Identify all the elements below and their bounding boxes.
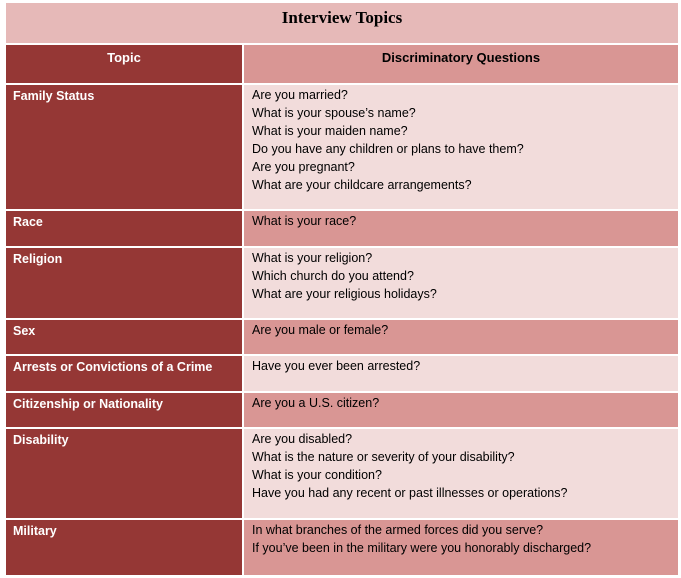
questions-cell xyxy=(244,248,678,318)
header-row xyxy=(6,45,678,85)
question-text: Which church do you attend? xyxy=(252,269,414,283)
topic-cell: Military xyxy=(6,520,244,575)
topic-cell: Citizenship or Nationality xyxy=(6,393,244,427)
question-text: If you’ve been in the military were you honorably discharged? xyxy=(252,541,592,555)
questions-column-header: Discriminatory Questions xyxy=(244,45,678,83)
questions-cell xyxy=(244,429,678,518)
question-text: Are you a U.S. citizen? xyxy=(252,396,380,410)
question-text: Are you married? xyxy=(252,88,348,102)
questions-cell xyxy=(244,211,678,246)
question-text: In what branches of the armed forces did you serve? xyxy=(252,523,544,537)
topic-cell: Sex xyxy=(6,320,244,354)
questions-cell xyxy=(244,320,678,354)
questions-cell xyxy=(244,356,678,391)
question-text: Are you disabled? xyxy=(252,432,353,446)
topic-column-header: Topic xyxy=(6,45,244,83)
table-row xyxy=(6,85,678,211)
question-text: Do you have any children or plans to have them? xyxy=(252,142,524,156)
question-text: What is your condition? xyxy=(252,468,382,482)
question-text: Are you pregnant? xyxy=(252,160,355,174)
topic-cell: Family Status xyxy=(6,85,244,209)
table-title-row xyxy=(6,3,678,45)
topic-cell: Disability xyxy=(6,429,244,518)
table-row xyxy=(6,248,678,320)
questions-cell xyxy=(244,393,678,427)
table-row xyxy=(6,429,678,520)
questions-cell xyxy=(244,85,678,209)
table-row xyxy=(6,211,678,248)
question-text: Have you ever been arrested? xyxy=(252,359,421,373)
question-text: What are your religious holidays? xyxy=(252,287,437,301)
table-row xyxy=(6,393,678,429)
question-text: Are you male or female? xyxy=(252,323,389,337)
table-row xyxy=(6,520,678,575)
topic-cell: Race xyxy=(6,211,244,246)
table-title: Interview Topics xyxy=(281,8,403,27)
question-text: What is your maiden name? xyxy=(252,124,408,138)
topic-cell: Religion xyxy=(6,248,244,318)
question-text: What is your religion? xyxy=(252,251,373,265)
question-text: What is your spouse’s name? xyxy=(252,106,416,120)
questions-cell xyxy=(244,520,678,575)
interview-topics-table xyxy=(6,3,678,575)
question-text: What is your race? xyxy=(252,214,357,228)
table-row xyxy=(6,320,678,356)
question-text: Have you had any recent or past illnesses or operations? xyxy=(252,486,568,500)
question-text: What are your childcare arrangements? xyxy=(252,178,472,192)
topic-cell: Arrests or Convictions of a Crime xyxy=(6,356,244,391)
question-text: What is the nature or severity of your disability? xyxy=(252,450,515,464)
table-row xyxy=(6,356,678,393)
